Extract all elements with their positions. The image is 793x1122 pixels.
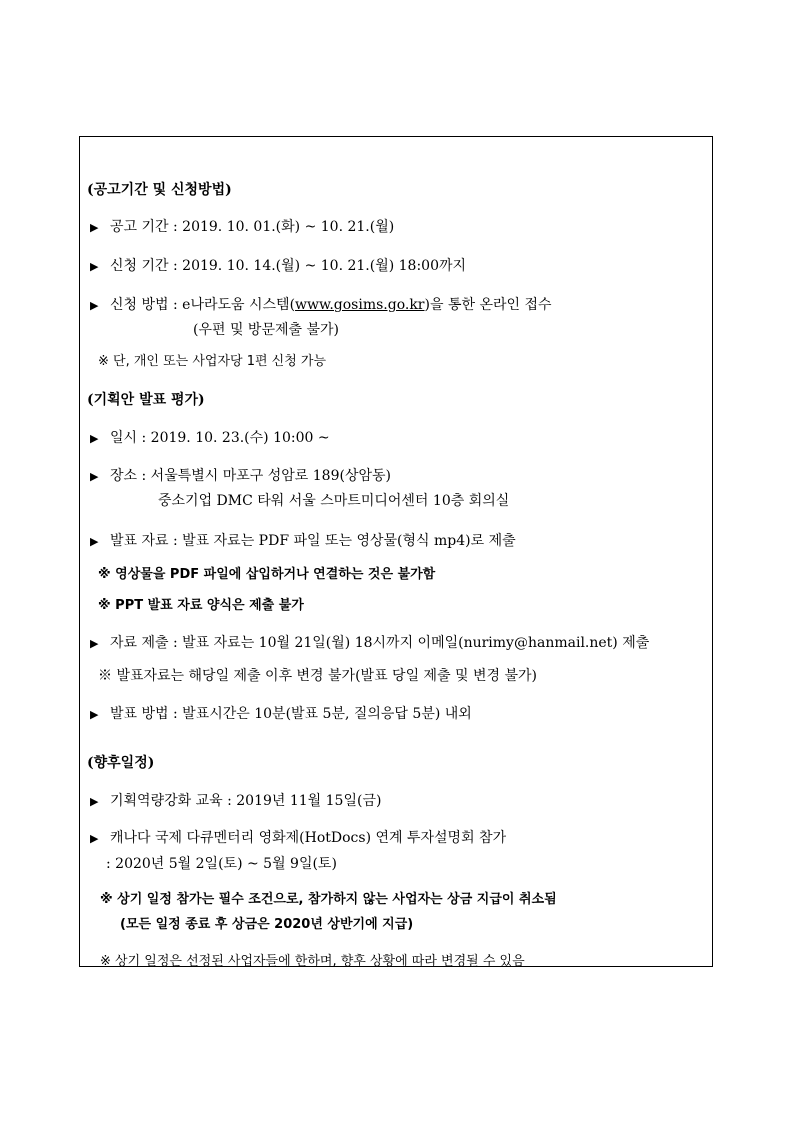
eval-submit: 자료 제출 : 발표 자료는 10월 21일(월) 18시까지 이메일(nurimy@hanmail.net) 제출: [110, 635, 650, 651]
eval-place-sub: 중소기업 DMC 타워 서울 스마트미디어센터 10층 회의실: [158, 493, 510, 509]
bullet-icon: ▶: [90, 260, 99, 273]
bullet-icon: ▶: [90, 795, 99, 808]
bullet-icon: ▶: [90, 432, 99, 445]
schedule-hotdocs-date: : 2020년 5월 2일(토) ~ 5월 9일(토): [106, 856, 337, 872]
period-notice: 공고 기간 : 2019. 10. 01.(화) ~ 10. 21.(월): [110, 219, 395, 235]
eval-date: 일시 : 2019. 10. 23.(수) 10:00 ~: [110, 430, 330, 446]
schedule-note-mandatory: ※ 상기 일정 참가는 필수 조건으로, 참가하지 않는 사업자는 상금 지급이 취소됨: [100, 892, 557, 907]
bullet-icon: ▶: [90, 637, 99, 650]
period-application: 신청 기간 : 2019. 10. 14.(월) ~ 10. 21.(월) 18:00까지: [110, 258, 467, 274]
eval-submit-note: ※ 발표자료는 해당일 제출 이후 변경 불가(발표 당일 제출 및 변경 불가): [98, 668, 538, 684]
section-heading-evaluation: (기획안 발표 평가): [87, 392, 205, 408]
bullet-icon: ▶: [90, 832, 99, 845]
method-suffix: )을 통한 온라인 접수: [424, 297, 552, 313]
eval-method: 발표 방법 : 발표시간은 10분(발표 5분, 질의응답 5분) 내외: [110, 706, 472, 722]
section-heading-period: (공고기간 및 신청방법): [87, 182, 232, 198]
bullet-icon: ▶: [90, 470, 99, 483]
eval-material: 발표 자료 : 발표 자료는 PDF 파일 또는 영상물(형식 mp4)로 제출: [110, 533, 516, 549]
bullet-icon: ▶: [90, 221, 99, 234]
method-note: ※ 단, 개인 또는 사업자당 1편 신청 가능: [98, 354, 327, 369]
schedule-note-change: ※ 상기 일정은 선정된 사업자들에 한하며, 향후 상황에 따라 변경될 수 있음: [100, 954, 525, 969]
schedule-hotdocs: 캐나다 국제 다큐멘터리 영화제(HotDocs) 연계 투자설명회 참가: [110, 830, 507, 846]
bullet-icon: ▶: [90, 708, 99, 721]
section-heading-schedule: (향후일정): [87, 755, 155, 771]
bullet-icon: ▶: [90, 535, 99, 548]
gosims-link[interactable]: www.gosims.go.kr: [295, 297, 425, 313]
method-prefix: 신청 방법 : e나라도움 시스템(: [110, 297, 296, 313]
schedule-note-payment: (모든 일정 종료 후 상금은 2020년 상반기에 지급): [120, 917, 414, 932]
application-method: [110, 296, 552, 314]
schedule-training: 기획역량강화 교육 : 2019년 11월 15일(금): [110, 793, 382, 809]
eval-note-video: ※ 영상물을 PDF 파일에 삽입하거나 연결하는 것은 불가함: [98, 567, 436, 582]
eval-note-ppt: ※ PPT 발표 자료 양식은 제출 불가: [98, 598, 304, 613]
method-sub-note: (우편 및 방문제출 불가): [193, 322, 339, 338]
eval-place: 장소 : 서울특별시 마포구 성암로 189(상암동): [110, 468, 391, 484]
bullet-icon: ▶: [90, 299, 99, 312]
